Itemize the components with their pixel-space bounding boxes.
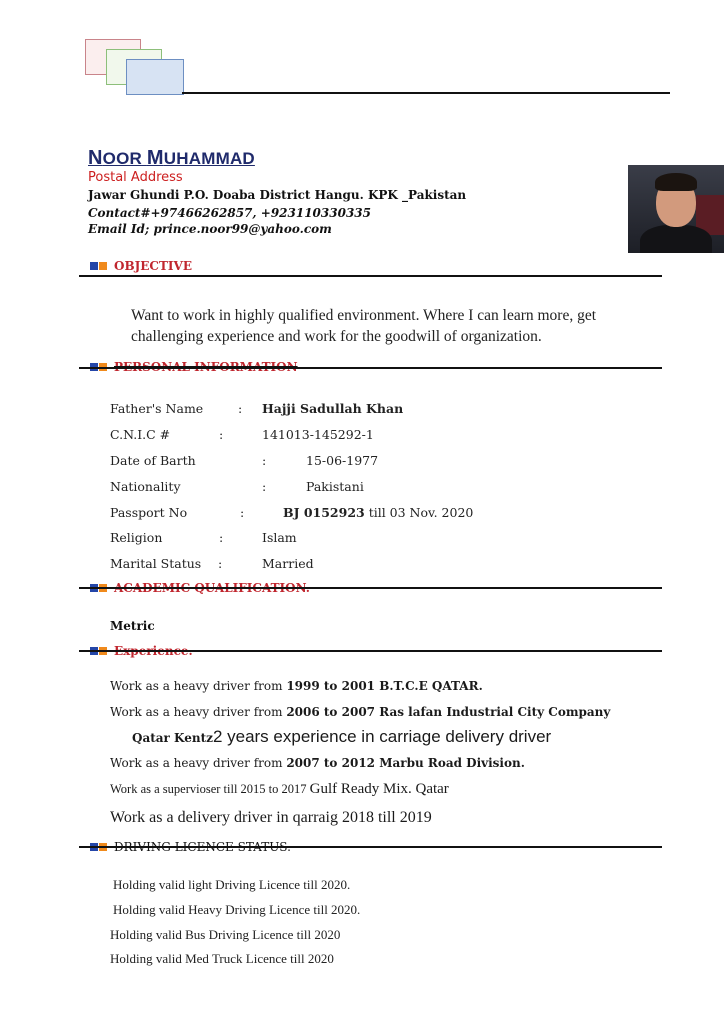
field-separator: : (219, 530, 224, 545)
section-objective-heading: OBJECTIVE (90, 259, 192, 273)
field-value: Islam (262, 530, 297, 545)
field-separator: : (262, 479, 267, 494)
field-separator: : (240, 505, 245, 520)
section-bullet-icon (90, 262, 108, 271)
field-separator: : (262, 453, 267, 468)
objective-text: Want to work in highly qualified environment. Where I can learn more, get challenging experience and work for the goodwill of organization. (131, 307, 597, 345)
field-label: Passport No (110, 505, 188, 520)
licence-item: Holding valid Bus Driving Licence till 2020 (110, 927, 341, 942)
candidate-name: NOOR MUHAMMAD (88, 147, 255, 169)
email-address: Email Id; prince.noor99@yahoo.com (88, 222, 332, 236)
experience-line: Work as a supervioser till 2015 to 2017 Gulf Ready Mix. Qatar (110, 781, 449, 797)
experience-line: Work as a heavy driver from 1999 to 2001 B.T.C.E QATAR. (110, 679, 483, 693)
section-rule (79, 846, 662, 848)
field-value: Married (262, 556, 314, 571)
field-separator: : (218, 556, 223, 571)
field-value: Hajji Sadullah Khan (262, 401, 404, 416)
experience-line: Qatar Kentz2 years experience in carriage delivery driver (132, 727, 552, 746)
licence-item: Holding valid light Driving Licence till 2020. (113, 877, 351, 892)
experience-line: Work as a heavy driver from 2007 to 2012 Marbu Road Division. (110, 756, 525, 770)
field-separator: : (238, 401, 243, 416)
postal-address-label: Postal Address (88, 170, 183, 185)
experience-line: Work as a heavy driver from 2006 to 2007 Ras lafan Industrial City Company (110, 705, 611, 719)
field-value: 15-06-1977 (306, 453, 379, 468)
field-value: BJ 0152923 till 03 Nov. 2020 (283, 505, 474, 520)
field-label: Religion (110, 530, 163, 545)
section-rule (79, 275, 662, 277)
licence-item: Holding valid Med Truck Licence till 2020 (110, 951, 334, 966)
profile-photo (628, 165, 724, 253)
academic-qualification: Metric (110, 619, 155, 633)
section-rule (79, 650, 662, 652)
header-rule (182, 92, 670, 94)
field-label: Nationality (110, 479, 181, 494)
field-label: Marital Status (110, 556, 202, 571)
field-label: Father's Name (110, 401, 204, 416)
field-separator: : (219, 427, 224, 442)
field-label: C.N.I.C # (110, 427, 171, 442)
licence-item: Holding valid Heavy Driving Licence till 2020. (113, 902, 361, 917)
field-value: 141013-145292-1 (262, 427, 374, 442)
postal-address: Jawar Ghundi P.O. Doaba District Hangu. KPK _Pakistan (88, 188, 467, 202)
section-rule (79, 587, 662, 589)
field-label: Date of Barth (110, 453, 196, 468)
field-value: Pakistani (306, 479, 364, 494)
section-rule (79, 367, 662, 369)
experience-line: Work as a delivery driver in qarraig 2018 till 2019 (110, 809, 432, 826)
contact-numbers: Contact#+97466262857, +923110330335 (88, 206, 372, 220)
decor-square-blue (126, 59, 184, 95)
